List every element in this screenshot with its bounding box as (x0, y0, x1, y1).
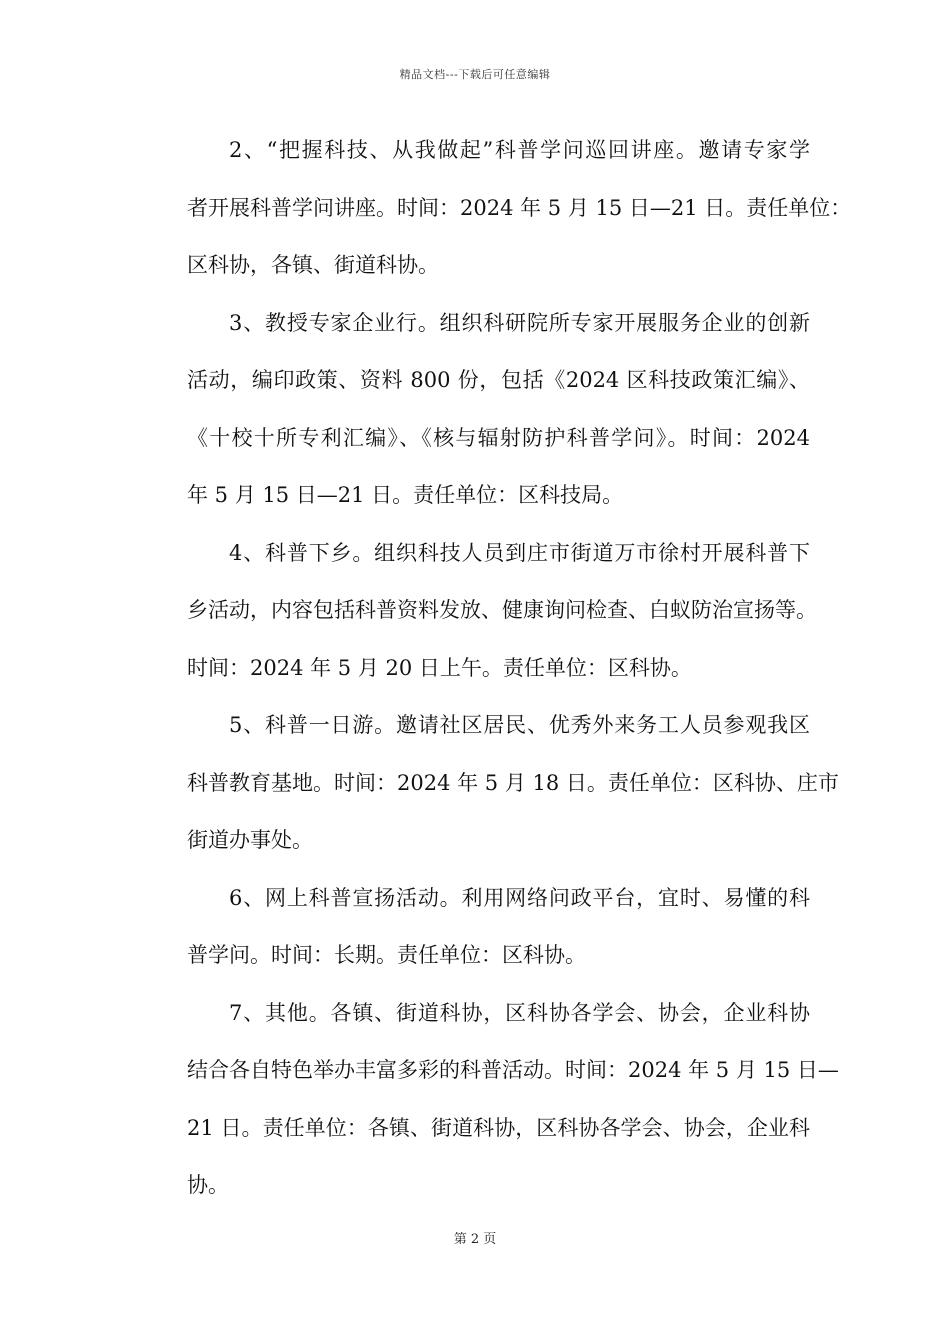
text-line: 协。 (187, 1173, 229, 1197)
text-line: 3、教授专家企业行。组织科研院所专家开展服务企业的创新 (229, 310, 810, 335)
text-line: 街道办事处。 (187, 828, 313, 852)
paragraph-item-4 (145, 525, 817, 698)
text-line: 6、网上科普宣扬活动。利用网络问政平台，宜时、易懂的科 (229, 885, 810, 910)
page-header: 精品文档---下载后可任意编辑 (399, 68, 551, 81)
text-line: 4、科普下乡。组织科技人员到庄市街道万市徐村开展科普下 (229, 540, 810, 565)
text-line: 乡活动，内容包括科普资料发放、健康询问检查、白蚁防治宣扬等。 (187, 598, 817, 622)
paragraph-item-5 (145, 697, 839, 870)
text-line: 7、其他。各镇、街道科协，区科协各学会、协会，企业科协 (229, 1000, 810, 1025)
text-line: 科普教育基地。时间：2024 年 5 月 18 日。责任单位：区科协、庄市 (187, 770, 839, 795)
text-line: 2、“把握科技、从我做起”科普学问巡回讲座。邀请专家学 (229, 138, 810, 162)
paragraph-item-2 (145, 122, 852, 295)
text-line: 年 5 月 15 日—21 日。责任单位：区科技局。 (187, 483, 624, 507)
paragraph-item-3 (145, 295, 810, 525)
paragraph-item-7 (145, 985, 839, 1215)
text-line: 时间：2024 年 5 月 20 日上午。责任单位：区科协。 (187, 655, 692, 680)
text-line: 《十校十所专利汇编》、《核与辐射防护科普学问》。时间：2024 (187, 425, 810, 450)
text-line: 5、科普一日游。邀请社区居民、优秀外来务工人员参观我区 (229, 713, 810, 737)
page-number: 第 2 页 (453, 1232, 497, 1247)
text-line: 21 日。责任单位：各镇、街道科协，区科协各学会、协会，企业科 (187, 1115, 810, 1140)
text-line: 者开展科普学问讲座。时间：2024 年 5 月 15 日—21 日。责任单位： (187, 195, 852, 220)
document-body (145, 122, 852, 1215)
text-line: 结合各自特色举办丰富多彩的科普活动。时间：2024 年 5 月 15 日— (187, 1058, 839, 1082)
text-line: 活动，编印政策、资料 800 份，包括《2024 区科技政策汇编》、 (187, 368, 810, 392)
paragraph-item-6 (145, 870, 810, 985)
text-line: 普学问。时间：长期。责任单位：区科协。 (187, 943, 586, 967)
text-line: 区科协，各镇、街道科协。 (187, 253, 439, 277)
